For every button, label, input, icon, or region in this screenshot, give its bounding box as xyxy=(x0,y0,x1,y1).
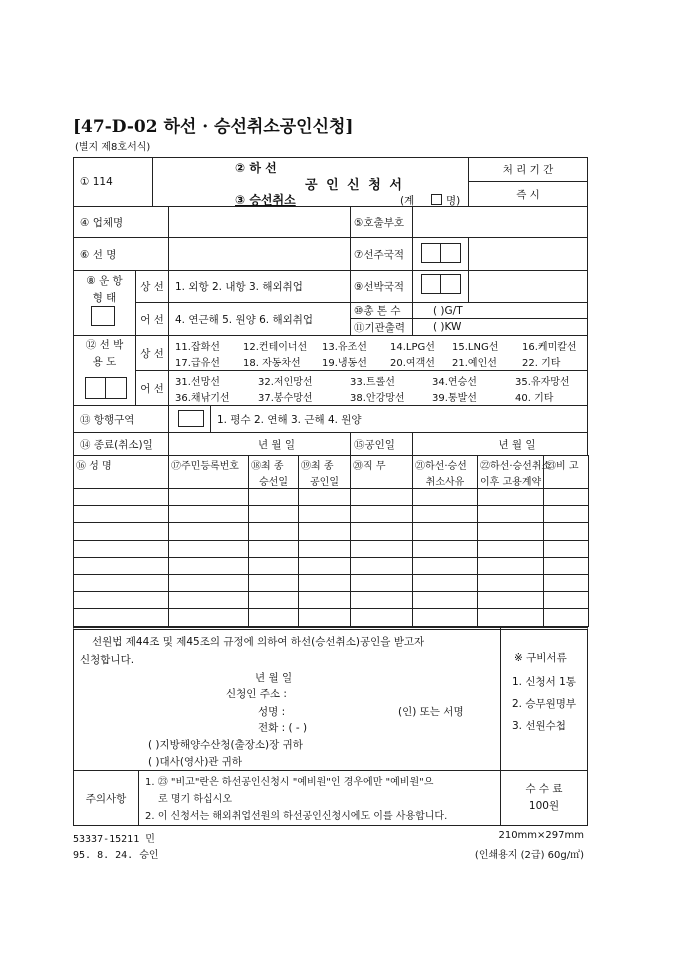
ship-nationality-field[interactable] xyxy=(468,270,588,303)
crew-cell[interactable] xyxy=(298,522,351,540)
crew-cell[interactable] xyxy=(412,505,478,523)
crew-cell[interactable] xyxy=(543,505,589,523)
crew-cell[interactable] xyxy=(73,540,169,558)
crew-cell[interactable] xyxy=(73,608,169,626)
ship-use-option[interactable]: 14.LPG선 xyxy=(390,342,435,353)
crew-cell[interactable] xyxy=(168,557,249,575)
footer-size: 210mm×297mm xyxy=(498,830,584,841)
crew-cell[interactable] xyxy=(73,557,169,575)
crew-cell[interactable] xyxy=(477,574,544,592)
ship-use-option[interactable]: 34.연승선 xyxy=(432,377,477,388)
crew-cell[interactable] xyxy=(248,557,299,575)
item-disembark: ② 하 선 xyxy=(235,161,277,175)
crew-cell[interactable] xyxy=(168,591,249,609)
crew-cell[interactable] xyxy=(412,591,478,609)
operation-type-label xyxy=(73,270,136,336)
engine-output-label: ⑪기관출력 xyxy=(350,318,413,336)
applicant-address-label: 신청인 주소 : xyxy=(226,688,287,700)
crew-cell[interactable] xyxy=(73,488,169,506)
crew-cell[interactable] xyxy=(412,488,478,506)
note-1a: 1. ㉓ "비고"란은 하선공인신청시 "예비원"인 경우에만 "예비원"으 xyxy=(145,777,434,788)
ship-use-option[interactable]: 37.봉수망선 xyxy=(258,393,313,404)
ship-use-option[interactable]: 33.트롤선 xyxy=(350,377,395,388)
crew-cell[interactable] xyxy=(298,608,351,626)
crew-cell[interactable] xyxy=(350,608,413,626)
merchant-label: 상 선 xyxy=(135,270,169,303)
ship-use-option[interactable]: 31.선망선 xyxy=(175,377,220,388)
count-suffix: 명) xyxy=(446,195,461,207)
owner-nationality-box-2[interactable] xyxy=(440,243,461,263)
gross-tonnage-label: ⑩총 톤 수 xyxy=(350,302,413,319)
operation-type-label-2: 형 태 xyxy=(92,292,117,304)
fee-box xyxy=(500,770,588,826)
crew-cell[interactable] xyxy=(298,505,351,523)
count-box[interactable] xyxy=(431,194,442,205)
end-date-field[interactable]: 년 월 일 xyxy=(168,432,351,456)
crew-cell[interactable] xyxy=(73,591,169,609)
note-2: 2. 이 신청서는 해외취업선원의 하선공인신청시에도 이를 사용합니다. xyxy=(145,811,448,822)
approval-date-field[interactable]: 년 월 일 xyxy=(412,432,588,456)
crew-cell[interactable] xyxy=(73,505,169,523)
crew-cell[interactable] xyxy=(248,488,299,506)
crew-header-line1: ⑳직 무 xyxy=(353,461,386,472)
crew-cell[interactable] xyxy=(477,505,544,523)
seal-or-signature: (인) 또는 서명 xyxy=(398,706,464,718)
ship-use-option[interactable]: 13.유조선 xyxy=(322,342,367,353)
crew-cell[interactable] xyxy=(168,505,249,523)
crew-cell[interactable] xyxy=(543,540,589,558)
ship-use-label-1: ⑫ 선 박 xyxy=(85,339,124,351)
processing-label: 처 리 기 간 xyxy=(468,157,588,182)
crew-cell[interactable] xyxy=(543,557,589,575)
ship-name-label: ⑥ 선 명 xyxy=(73,237,169,271)
crew-cell[interactable] xyxy=(168,574,249,592)
ship-name-field[interactable] xyxy=(168,237,351,271)
crew-cell[interactable] xyxy=(298,591,351,609)
main-title: 공 인 신 청 서 xyxy=(305,178,404,193)
ship-use-option[interactable]: 17.급유선 xyxy=(175,358,220,369)
ship-use-option[interactable]: 38.안강망선 xyxy=(350,393,405,404)
crew-cell[interactable] xyxy=(298,488,351,506)
ship-use-option[interactable]: 20.여객선 xyxy=(390,358,435,369)
crew-cell[interactable] xyxy=(477,488,544,506)
call-sign-label: ⑤호출부호 xyxy=(350,206,413,238)
ship-nationality-label: ⑨선박국적 xyxy=(350,270,413,303)
crew-header-line2: 이후 고용계약 xyxy=(480,477,542,488)
ship-use-option[interactable]: 18. 자동차선 xyxy=(243,358,301,369)
crew-cell[interactable] xyxy=(350,522,413,540)
ship-nationality-box-1[interactable] xyxy=(421,274,442,294)
fishing-options: 4. 연근해 5. 원양 6. 해외취업 xyxy=(168,302,351,336)
crew-cell[interactable] xyxy=(350,557,413,575)
crew-cell[interactable] xyxy=(73,574,169,592)
crew-header-line2: 승선일 xyxy=(259,477,288,488)
crew-cell[interactable] xyxy=(350,505,413,523)
ship-use-box-1[interactable] xyxy=(85,377,107,399)
use-fishing-label: 어 선 xyxy=(135,370,169,406)
ship-use-option[interactable]: 15.LNG선 xyxy=(452,342,499,353)
operation-type-box[interactable] xyxy=(91,306,115,326)
crew-cell[interactable] xyxy=(350,574,413,592)
form-number: (별지 제8호서식) xyxy=(75,142,151,153)
note-1b: 로 명기 하십시오 xyxy=(158,794,232,805)
crew-cell[interactable] xyxy=(412,574,478,592)
company-field[interactable] xyxy=(168,206,351,238)
crew-header-line1: ㉒하선·승선취소 xyxy=(480,461,552,472)
footer-code: 53337-15211 민 xyxy=(73,834,155,845)
use-merchant-label: 상 선 xyxy=(135,335,169,371)
crew-cell[interactable] xyxy=(543,574,589,592)
owner-nationality-box-1[interactable] xyxy=(421,243,442,263)
required-doc-2: 2. 승무원명부 xyxy=(512,698,577,710)
crew-cell[interactable] xyxy=(248,591,299,609)
ship-use-label-2: 용 도 xyxy=(92,356,117,368)
recipient-embassy: ( )대사(영사)관 귀하 xyxy=(148,756,243,768)
applicant-name-label: 성명 : xyxy=(258,706,286,718)
crew-cell[interactable] xyxy=(350,591,413,609)
ship-use-option[interactable]: 19.냉동선 xyxy=(322,358,367,369)
crew-cell[interactable] xyxy=(412,522,478,540)
declaration-text-1: 선원법 제44조 및 제45조의 규정에 의하여 하선(승선취소)공인을 받고자 xyxy=(92,636,425,648)
owner-nationality-label: ⑦선주국적 xyxy=(350,237,413,271)
crew-cell[interactable] xyxy=(248,574,299,592)
crew-cell[interactable] xyxy=(73,522,169,540)
crew-cell[interactable] xyxy=(298,574,351,592)
crew-header-line1: ⑱최 종 xyxy=(251,461,284,472)
crew-cell[interactable] xyxy=(477,540,544,558)
crew-header-line1: ⑰주민등록번호 xyxy=(171,461,239,472)
crew-cell[interactable] xyxy=(412,608,478,626)
ship-use-option[interactable]: 36.채낚기선 xyxy=(175,393,230,404)
ship-nationality-box-2[interactable] xyxy=(440,274,461,294)
crew-cell[interactable] xyxy=(168,540,249,558)
crew-cell[interactable] xyxy=(543,522,589,540)
crew-cell[interactable] xyxy=(168,608,249,626)
approval-date-label: ⑮공인일 xyxy=(350,432,413,456)
crew-cell[interactable] xyxy=(350,540,413,558)
recipient-regional-office: ( )지방해양수산청(출장소)장 귀하 xyxy=(148,739,303,751)
crew-cell[interactable] xyxy=(412,557,478,575)
fee-label: 수 수 료 xyxy=(525,783,563,795)
footer-paper: (인쇄용지 (2급) 60g/㎡) xyxy=(474,850,584,861)
ship-use-option[interactable]: 12.컨테이너선 xyxy=(243,342,308,353)
ship-use-box-2[interactable] xyxy=(105,377,127,399)
footer-approval: 95. 8. 24. 승인 xyxy=(73,850,159,861)
crew-cell[interactable] xyxy=(248,540,299,558)
navigation-options: 1. 평수 2. 연해 3. 근해 4. 원양 xyxy=(210,405,588,433)
merchant-options: 1. 외항 2. 내항 3. 해외취업 xyxy=(168,270,351,303)
ship-use-option[interactable]: 39.통발선 xyxy=(432,393,477,404)
item-cancel: ③ 승선취소 xyxy=(235,193,296,207)
notes-label: 주의사항 xyxy=(73,770,139,826)
crew-cell[interactable] xyxy=(477,591,544,609)
crew-cell[interactable] xyxy=(350,488,413,506)
ship-use-option[interactable]: 32.저인망선 xyxy=(258,377,313,388)
crew-cell[interactable] xyxy=(248,505,299,523)
fishing-label: 어 선 xyxy=(135,302,169,336)
crew-cell[interactable] xyxy=(248,522,299,540)
navigation-area-label: ⑬ 항행구역 xyxy=(73,405,169,433)
processing-value: 즉 시 xyxy=(468,181,588,207)
crew-header-line2: 취소사유 xyxy=(425,477,465,488)
crew-cell[interactable] xyxy=(543,608,589,626)
crew-cell[interactable] xyxy=(477,557,544,575)
ship-use-option[interactable]: 11.잡화선 xyxy=(175,342,220,353)
owner-nationality-field[interactable] xyxy=(468,237,588,271)
document-title: [47-D-02 하선 · 승선취소공인신청] xyxy=(73,117,354,137)
ship-use-option[interactable]: 22. 기타 xyxy=(522,358,561,369)
crew-cell[interactable] xyxy=(543,488,589,506)
fee-value: 100원 xyxy=(528,800,560,812)
call-sign-field[interactable] xyxy=(412,206,588,238)
crew-header-line1: ㉑하선·승선 xyxy=(415,461,467,472)
gross-tonnage-field[interactable]: ( )G/T xyxy=(412,302,588,319)
applicant-phone: 전화 : ( - ) xyxy=(258,722,308,734)
crew-cell[interactable] xyxy=(168,488,249,506)
form-code: ① 114 xyxy=(73,157,153,207)
engine-output-field[interactable]: ( )KW xyxy=(412,318,588,336)
crew-cell[interactable] xyxy=(168,522,249,540)
crew-header-line1: ⑯ 성 명 xyxy=(76,461,112,472)
crew-header-line1: ㉓비 고 xyxy=(546,461,579,472)
declaration-date[interactable]: 년 월 일 xyxy=(255,672,293,684)
end-date-label: ⑭ 종료(취소)일 xyxy=(73,432,169,456)
declaration-text-2: 신청합니다. xyxy=(80,654,135,666)
count-prefix: (계 xyxy=(400,195,415,207)
crew-header-line1: ⑲최 종 xyxy=(301,461,334,472)
ship-use-option[interactable]: 16.케미칼선 xyxy=(522,342,577,353)
company-label: ④ 업체명 xyxy=(73,206,169,238)
crew-cell[interactable] xyxy=(543,591,589,609)
required-doc-3: 3. 선원수첩 xyxy=(512,720,566,732)
crew-cell[interactable] xyxy=(477,608,544,626)
operation-type-label-1: ⑧ 운 항 xyxy=(86,275,123,287)
crew-cell[interactable] xyxy=(477,522,544,540)
required-docs-title: ※ 구비서류 xyxy=(514,652,567,664)
ship-use-option[interactable]: 35.유자망선 xyxy=(515,377,570,388)
crew-cell[interactable] xyxy=(412,540,478,558)
ship-use-option[interactable]: 21.예인선 xyxy=(452,358,497,369)
required-doc-1: 1. 신청서 1통 xyxy=(512,676,576,688)
crew-cell[interactable] xyxy=(298,540,351,558)
ship-use-option[interactable]: 40. 기타 xyxy=(515,393,554,404)
crew-cell[interactable] xyxy=(298,557,351,575)
crew-header-line2: 공인일 xyxy=(310,477,339,488)
navigation-area-box[interactable] xyxy=(178,410,204,427)
crew-cell[interactable] xyxy=(248,608,299,626)
